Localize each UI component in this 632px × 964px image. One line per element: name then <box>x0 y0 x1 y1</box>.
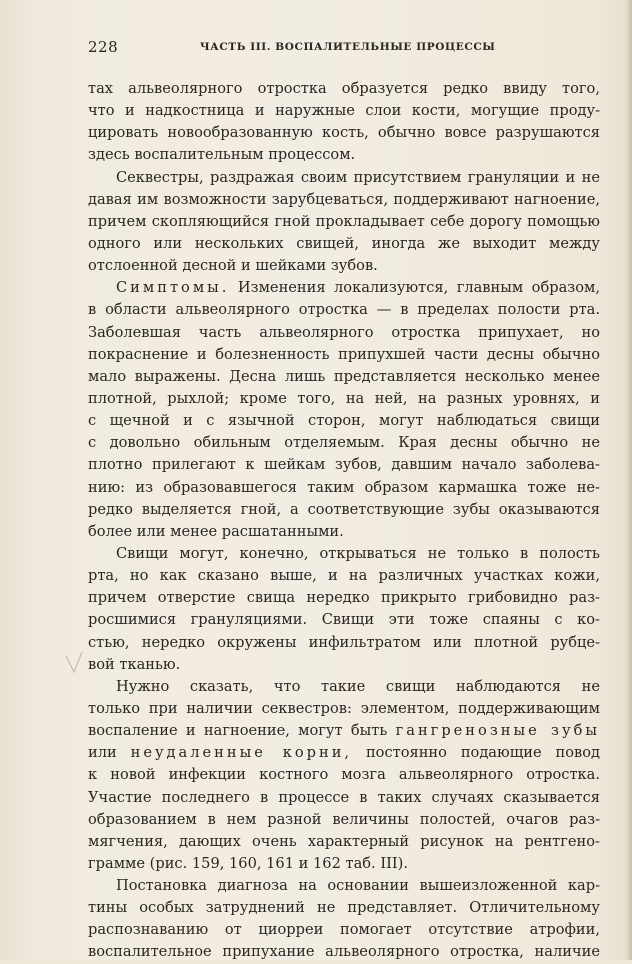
pencil-check-mark-icon <box>62 648 90 676</box>
paragraph-start-line <box>88 277 600 299</box>
text-line: плотной, рыхлой; кроме того, на ней, на разных уровнях, и <box>88 389 600 407</box>
text-line: образованием в нем разной величины полостей, очагов раз- <box>88 810 600 828</box>
text-line: отслоенной десной и шейками зубов. <box>88 257 378 275</box>
text-line: более или менее расшатанными. <box>88 522 344 540</box>
text-fragment: Изменения локализуются, главным образом, <box>237 279 600 297</box>
text-line: мягчения, дающих очень характерный рисунок на рентгено- <box>88 832 600 850</box>
text-fragment: постоянно подающие повод <box>365 744 600 762</box>
text-line: Заболевшая часть альвеолярного отростка припухает, но <box>88 323 600 341</box>
text-line: что и надкостница и наружные слои кости, могущие проду- <box>88 102 600 120</box>
running-title: ЧАСТЬ III. ВОСПАЛИТЕЛЬНЫЕ ПРОЦЕССЫ <box>200 41 496 53</box>
unremoved-roots-term: неудаленные корни, <box>130 744 353 762</box>
text-line: редко выделяется гной, а соответствующие зубы оказываются <box>88 500 600 518</box>
page-number: 228 <box>88 38 119 56</box>
text-line: воспалительное припухание альвеолярного отростка, наличие <box>88 943 600 961</box>
text-line: росшимися грануляциями. Свищи эти тоже спаяны с ко- <box>88 611 600 629</box>
text-line: плотно прилегают к шейкам зубов, давшим начало заболева- <box>88 456 600 474</box>
text-line: вой тканью. <box>88 655 181 673</box>
text-line: здесь воспалительным процессом. <box>88 146 356 164</box>
text-line: рта, но как сказано выше, и на различных участках кожи, <box>88 567 600 585</box>
text-line: тах альвеолярного отростка образуется редко ввиду того, <box>88 80 600 97</box>
text-line: в области альвеолярного отростка — в пределах полости рта. <box>88 301 600 319</box>
text-line: нию: из образовавшегося таким образом кармашка тоже не- <box>88 478 600 496</box>
text-line: к новой инфекции костного мозга альвеолярного отростка. <box>88 766 600 784</box>
paragraph-start-line: Секвестры, раздражая своим присутствием грануляции и не <box>116 168 600 186</box>
text-line: причем отверстие свища нередко прикрыто грибовидно раз- <box>88 589 600 607</box>
text-line: давая им возможности зарубцеваться, поддерживают нагноение, <box>88 190 600 208</box>
gangrenous-teeth-term: гангренозные зубы <box>395 722 600 740</box>
text-line: с довольно обильным отделяемым. Края десны обычно не <box>88 434 600 452</box>
text-line: стью, нередко окружены инфильтратом или плотной рубце- <box>88 633 600 651</box>
text-line: с щечной и с язычной сторон, могут наблюдаться свищи <box>88 412 600 430</box>
paragraph-start-line: Нужно сказать, что такие свищи наблюдаются не <box>116 677 600 695</box>
text-line: причем скопляющийся гной прокладывает себе дорогу помощью <box>88 212 600 230</box>
symptoms-heading: Симптомы. <box>116 279 230 297</box>
text-line <box>88 720 600 742</box>
page-header <box>88 38 600 58</box>
text-fragment: или <box>88 744 117 762</box>
text-fragment: воспаление и нагноение, могут быть <box>88 722 388 740</box>
text-line: грамме (рис. 159, 160, 161 и 162 таб. III). <box>88 854 408 872</box>
text-line: мало выражены. Десна лишь представляется несколько менее <box>88 367 600 385</box>
text-line: Участие последнего в процессе в таких случаях сказывается <box>88 788 600 806</box>
paragraph-start-line: Свищи могут, конечно, открываться не только в полость <box>116 544 600 562</box>
page-edge-shadow <box>626 0 632 960</box>
text-line: тины особых затруднений не представляет. Отличительному <box>88 899 600 917</box>
text-line <box>88 742 600 764</box>
text-line: только при наличии секвестров: элементом, поддерживающим <box>88 699 600 717</box>
paragraph-start-line: Постановка диагноза на основании вышеизложенной кар- <box>116 877 600 895</box>
text-line: одного или нескольких свищей, иногда же выходит между <box>88 234 600 252</box>
text-line: покраснение и болезненность припухшей части десны обычно <box>88 345 600 363</box>
text-line: распознаванию от циорреи помогает отсутствие атрофии, <box>88 921 600 939</box>
text-line: цировать новообразованную кость, обычно вовсе разрушаются <box>88 124 600 142</box>
body-text <box>88 78 600 964</box>
